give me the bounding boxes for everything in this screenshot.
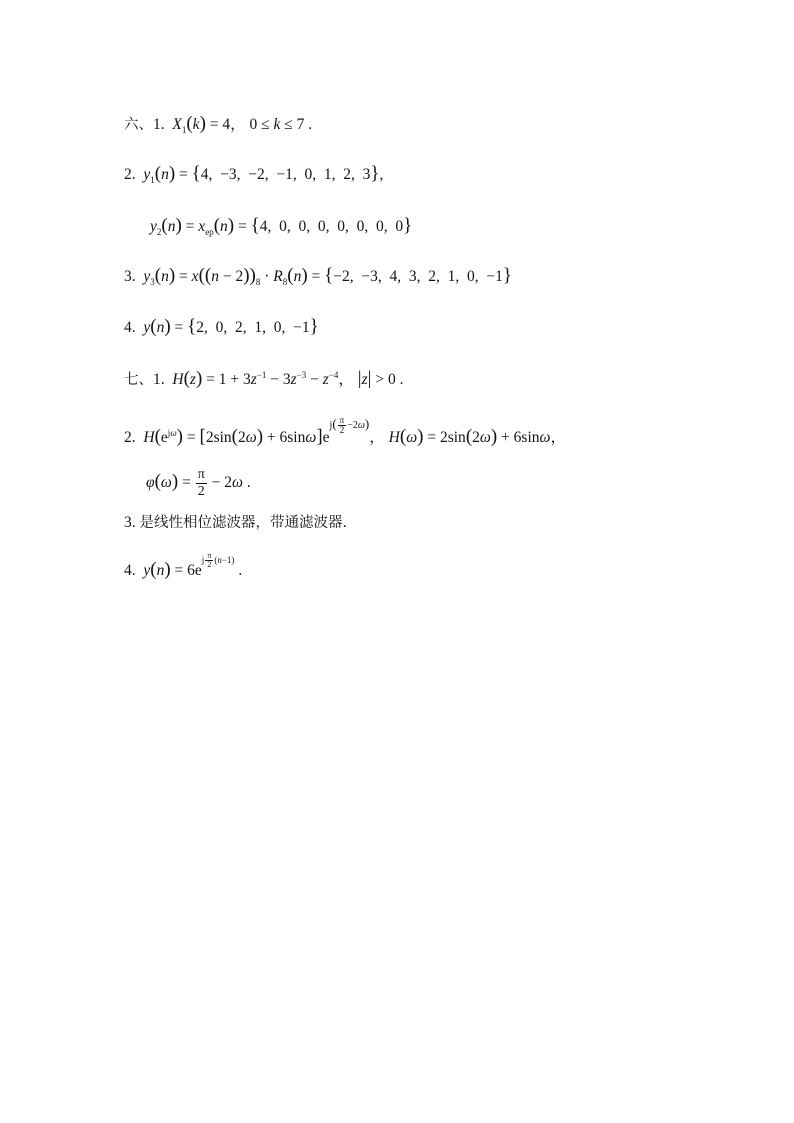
formula-6-3: $y_3(n) = x((n - 2))_8 \cdot R_8(n) = \{-2$, −3, 4, 3, 2, 1, 0, −1}: [143, 265, 513, 288]
item-number: 1.: [153, 116, 165, 133]
item-number: 4.: [124, 562, 136, 579]
item-number: 1.: [153, 371, 165, 388]
formula-7-2b: φ(ω) = $\frac{\pi}{2}$ − 2ω .: [146, 467, 251, 499]
item-number: 2.: [124, 166, 136, 183]
answer-6-2: [124, 163, 384, 186]
answer-6-1: [124, 113, 313, 136]
answer-7-1: [124, 369, 403, 388]
answer-7-4: [124, 550, 243, 582]
item-number: 4.: [124, 319, 136, 336]
answer-6-2b: [150, 215, 413, 238]
item-number: 3.: [124, 514, 136, 531]
formula-6-2b: $y_2(n) = x_{ep}(n) = \{4$, 0, 0, 0, 0, 0, 0, 0}: [150, 215, 413, 238]
formula-6-2a: $y_1(n) = \{4$, −3, −2, −1, 0, 1, 2, 3},: [143, 163, 384, 186]
formula-7-1: $H(z) = 1 + 3z^{-1} - 3z^{-3} - z^{-4}$， |z| > 0 .: [172, 368, 404, 389]
section-6-label: 六、: [124, 117, 153, 133]
formula-6-4: y(n) = {2, 0, 2, 1, 0, −1}: [143, 316, 319, 337]
answer-6-4: [124, 317, 319, 336]
answer-7-2: [124, 414, 566, 450]
answer-6-3: [124, 265, 513, 288]
answer-text: 是线性相位滤波器，带通滤波器.: [139, 515, 348, 531]
formula-6-1: $X_1(k) = 4$， 0 ≤ k ≤ 7 .: [172, 113, 313, 136]
answer-7-3: [124, 515, 347, 531]
item-number: 3.: [124, 268, 136, 285]
formula-7-4: $y(n) = 6e^{j \frac{\pi}{2} (n-1)}$ .: [143, 550, 243, 580]
formula-7-2a: $H(e^{j\omega}) = [2\sin(2\omega) + 6\sin\omega]e^{j( \frac{\pi}{2} -2\omega)}$， H(ω) = 2sin(2ω) + 6sinω，: [143, 414, 566, 447]
item-number: 2.: [124, 429, 136, 446]
answer-7-2b: [146, 468, 251, 499]
section-7-label: 七、: [124, 372, 153, 388]
